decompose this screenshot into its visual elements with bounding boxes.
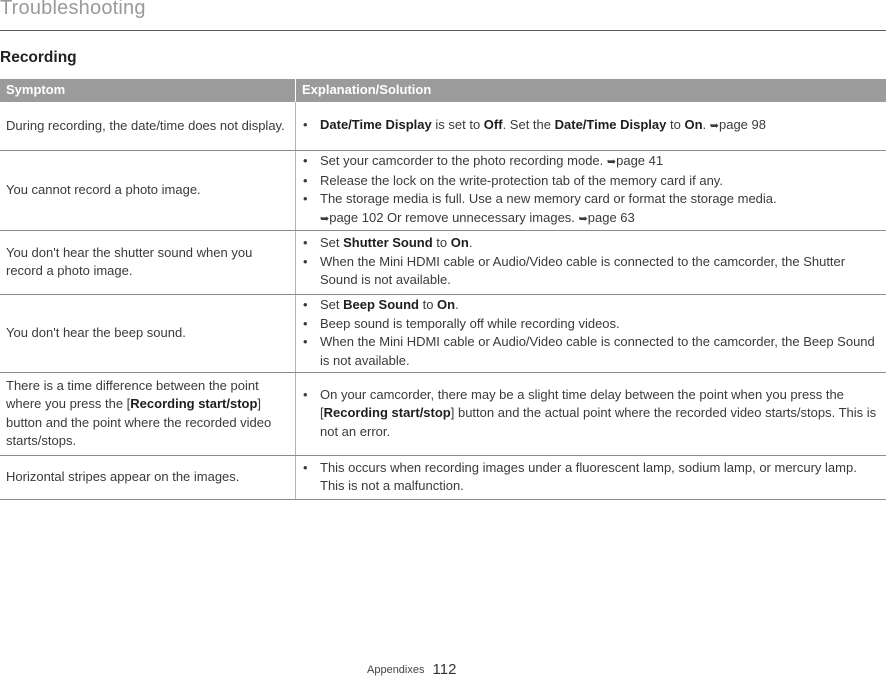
column-header-solution: Explanation/Solution: [296, 79, 886, 102]
solution-item: • Set your camcorder to the photo recording mode. ➥page 41: [302, 152, 878, 172]
symptom-cell: You cannot record a photo image.: [0, 150, 296, 230]
page-footer: [367, 660, 456, 677]
page-number: 112: [433, 661, 457, 678]
solution-item: • Date/Time Display is set to Off. Set the Date/Time Display to On. ➥page 98: [302, 116, 878, 136]
button-name: Recording start/stop: [324, 405, 451, 420]
setting-value: Off: [484, 117, 503, 132]
solution-cell: [296, 372, 886, 455]
troubleshooting-table: [0, 79, 886, 500]
solution-cell: [296, 455, 886, 499]
footer-section-label: Appendixes: [367, 664, 425, 676]
solution-list: [302, 296, 878, 370]
solution-cell: [296, 102, 886, 150]
setting-value: On: [684, 117, 702, 132]
right-arrow-icon: ➥: [710, 120, 719, 132]
solution-list: [302, 459, 878, 496]
solution-cell: [296, 294, 886, 372]
table-row: [0, 455, 886, 499]
table-row: [0, 150, 886, 230]
solution-item: • Set Shutter Sound to On.: [302, 234, 878, 253]
table-row: [0, 294, 886, 372]
page-reference: page 98: [719, 117, 766, 132]
solution-item: • This occurs when recording images under a fluorescent lamp, sodium lamp, or mercury lamp. This is not a malfunction.: [302, 459, 878, 496]
setting-value: On: [451, 235, 469, 250]
solution-item: • When the Mini HDMI cable or Audio/Video cable is connected to the camcorder, the Shutter Sound is not available.: [302, 253, 878, 290]
section-title: Recording: [0, 49, 77, 67]
solution-item: • Beep sound is temporally off while recording videos.: [302, 315, 878, 334]
solution-item: • Set Beep Sound to On.: [302, 296, 878, 315]
page-title: Troubleshooting: [0, 0, 146, 20]
solution-list: [302, 386, 878, 442]
setting-name: Date/Time Display: [320, 117, 432, 132]
setting-name: Beep Sound: [343, 297, 419, 312]
page-reference: page 41: [616, 153, 663, 168]
symptom-cell: Horizontal stripes appear on the images.: [0, 455, 296, 499]
solution-cell: [296, 230, 886, 294]
table-row: [0, 102, 886, 150]
symptom-cell: You don't hear the shutter sound when you record a photo image.: [0, 230, 296, 294]
solution-list: [302, 234, 878, 290]
setting-name: Shutter Sound: [343, 235, 433, 250]
solution-cell: [296, 150, 886, 230]
table-row: [0, 372, 886, 455]
symptom-cell: During recording, the date/time does not display.: [0, 102, 296, 150]
table-row: [0, 230, 886, 294]
symptom-cell: You don't hear the beep sound.: [0, 294, 296, 372]
right-arrow-icon: ➥: [579, 213, 588, 225]
solution-item: • Release the lock on the write-protection tab of the memory card if any.: [302, 172, 878, 191]
column-header-symptom: Symptom: [0, 79, 296, 102]
symptom-cell: There is a time difference between the point where you press the [Recording start/stop] button and the point where the recorded video starts/stops.: [0, 372, 296, 455]
solution-item: • The storage media is full. Use a new memory card or format the storage media. ➥page 102 Or remove unnecessary images. ➥page 63: [302, 190, 878, 228]
table-header-row: [0, 79, 886, 102]
setting-value: On: [437, 297, 455, 312]
solution-item: • On your camcorder, there may be a slight time delay between the point when you press the [Recording start/stop] button and the actual point where the recorded video starts/stops. This is not an error.: [302, 386, 878, 442]
solution-list: [302, 116, 878, 136]
page-header: [0, 0, 886, 31]
solution-item: • When the Mini HDMI cable or Audio/Video cable is connected to the camcorder, the Beep Sound is not available.: [302, 333, 878, 370]
right-arrow-icon: ➥: [320, 213, 329, 225]
setting-name: Date/Time Display: [555, 117, 667, 132]
right-arrow-icon: ➥: [607, 156, 616, 168]
button-name: Recording start/stop: [130, 396, 257, 411]
page-reference: page 63: [588, 210, 635, 225]
solution-list: [302, 152, 878, 228]
